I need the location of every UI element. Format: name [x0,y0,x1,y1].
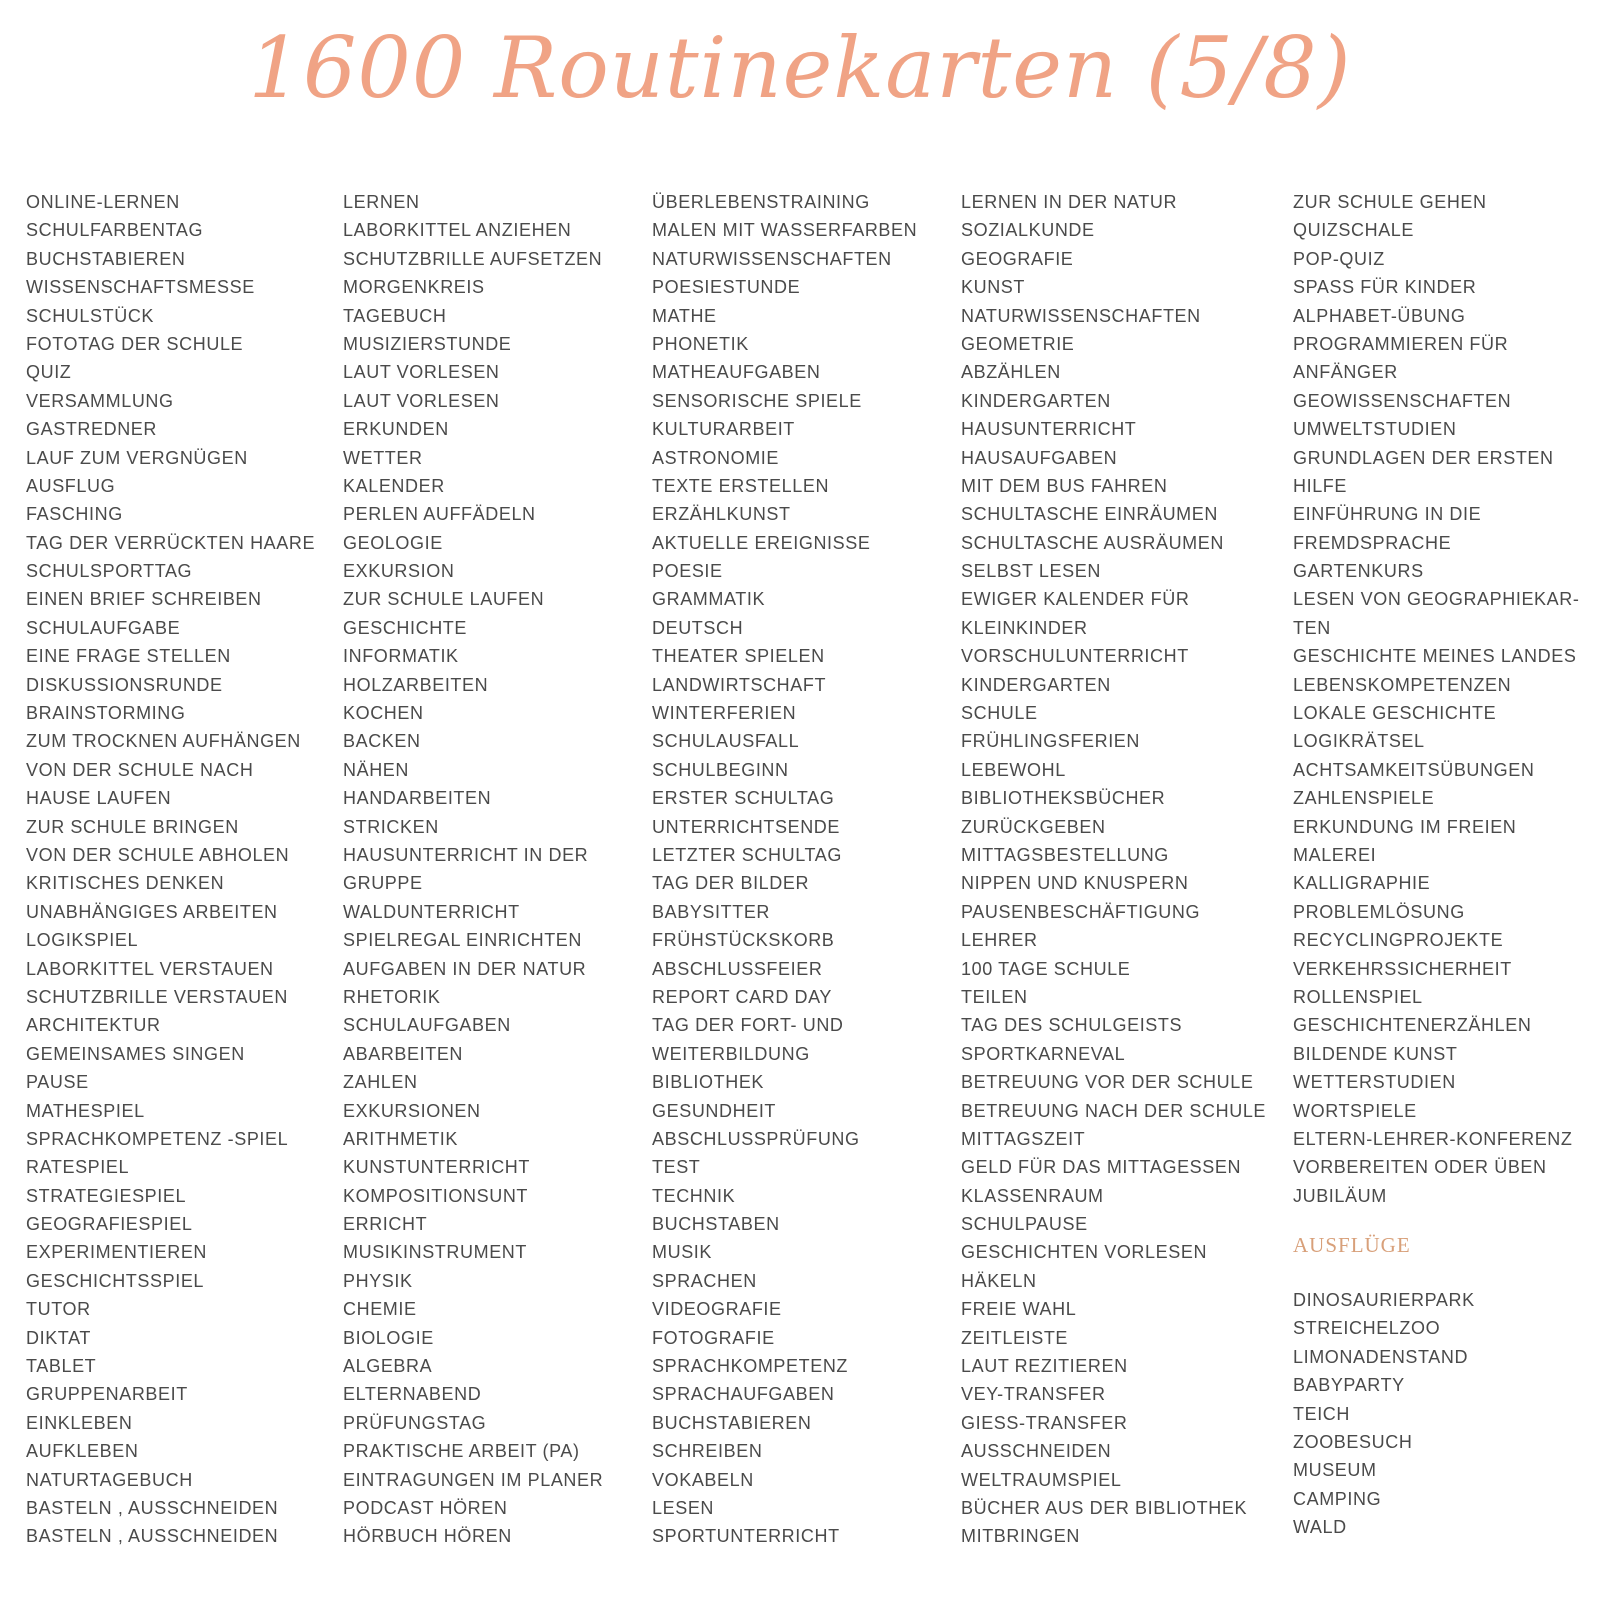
list-item: POESIESTUNDE [652,277,801,298]
list-item: ZUM TROCKNEN AUFHÄNGEN [26,731,301,752]
list-item: BABYSITTER [652,901,771,922]
list-item: FREIE WAHL [961,1299,1077,1320]
list-item: WETTERSTUDIEN [1293,1072,1456,1093]
list-item: NATURWISSENSCHAFTEN [961,305,1201,326]
list-item: KALLIGRAPHIE [1293,873,1431,894]
list-item: VIDEOGRAFIE [652,1299,782,1320]
list-item: KALENDER [343,475,445,496]
list-item: TEN [1293,617,1331,638]
list-item: KRITISCHES DENKEN [26,873,225,894]
list-item: GESCHICHTSSPIEL [26,1270,205,1291]
list-item: TUTOR [26,1299,91,1320]
list-item: FRÜHLINGSFERIEN [961,731,1141,752]
list-item: LEBENSKOMPETENZEN [1293,674,1512,695]
list-item: ELTERN-LEHRER-KONFERENZ [1293,1128,1573,1149]
list-item: UNABHÄNGIGES ARBEITEN [26,901,278,922]
list-item: TEST [652,1157,701,1178]
list-item: GESUNDHEIT [652,1100,777,1121]
list-item: THEATER SPIELEN [652,646,825,667]
list-item: ERKUNDUNG IM FREIEN [1293,816,1517,837]
list-item: EINKLEBEN [26,1412,133,1433]
list-item: TAG DER FORT- UND [652,1015,844,1036]
list-column-2 [343,188,603,1551]
list-item: LOKALE GESCHICHTE [1293,703,1497,724]
list-item: BIBLIOTHEKSBÜCHER [961,788,1166,809]
list-item: ZAHLENSPIELE [1293,788,1435,809]
list-item: BASTELN , AUSSCHNEIDEN [26,1497,279,1518]
list-item: TEILEN [961,986,1028,1007]
list-item: PERLEN AUFFÄDELN [343,504,536,525]
list-item: HAUSUNTERRICHT [961,419,1137,440]
list-item: SPRACHKOMPETENZ [652,1356,849,1377]
list-item: PHYSIK [343,1270,413,1291]
list-item: STRATEGIESPIEL [26,1185,187,1206]
list-item: SCHREIBEN [652,1441,763,1462]
list-item: SPORTUNTERRICHT [652,1526,840,1547]
list-item: KOCHEN [343,703,424,724]
list-item: PROGRAMMIEREN FÜR [1293,333,1509,354]
list-item: BILDENDE KUNST [1293,1043,1458,1064]
list-item: MATHESPIEL [26,1100,145,1121]
list-item: ZUR SCHULE GEHEN [1293,192,1487,212]
list-item: EINE FRAGE STELLEN [26,646,231,667]
list-item: MATHE [652,305,717,326]
list-item: AKTUELLE EREIGNISSE [652,532,871,553]
list-item: DINOSAURIERPARK [1293,1290,1475,1311]
list-item: ACHTSAMKEITSÜBUNGEN [1293,759,1535,780]
list-item: ARCHITEKTUR [26,1015,161,1036]
list-item: SCHULBEGINN [652,759,789,780]
list-item: SCHULTASCHE EINRÄUMEN [961,504,1218,525]
list-item: STRICKEN [343,816,439,837]
list-item: LOGIKRÄTSEL [1293,731,1425,752]
list-item: BUCHSTABEN [652,1214,780,1235]
list-item: MATHEAUFGABEN [652,362,821,383]
list-item: GESCHICHTE MEINES LANDES [1293,646,1577,667]
list-item: FASCHING [26,504,123,525]
list-item: SCHUTZBRILLE AUFSETZEN [343,248,603,269]
list-item: AUSFLUG [26,475,116,496]
list-item: CHEMIE [343,1299,417,1320]
list-item: BUCHSTABIEREN [652,1412,812,1433]
list-item: LAUF ZUM VERGNÜGEN [26,447,248,468]
list-item: SCHULAUFGABE [26,617,181,638]
list-item: MUSIKINSTRUMENT [343,1242,527,1263]
list-item: GASTREDNER [26,419,158,440]
list-item: LERNEN [343,192,420,212]
list-item: GRAMMATIK [652,589,766,610]
list-item: LAUT VORLESEN [343,390,500,411]
list-item: SCHULSPORTTAG [26,561,193,582]
list-item: BÜCHER AUS DER BIBLIOTHEK [961,1497,1248,1518]
list-item: BETREUUNG VOR DER SCHULE [961,1072,1254,1093]
list-item: WISSENSCHAFTSMESSE [26,277,255,298]
list-item: NIPPEN UND KNUSPERN [961,873,1189,894]
list-item: SCHULFARBENTAG [26,220,204,241]
list-item: LESEN VON GEOGRAPHIEKAR- [1293,589,1580,610]
list-item: AUSSCHNEIDEN [961,1441,1112,1462]
list-item: MITTAGSZEIT [961,1128,1086,1149]
list-item: DEUTSCH [652,617,744,638]
list-item: SELBST LESEN [961,561,1101,582]
list-item: KLASSENRAUM [961,1185,1104,1206]
list-item: SCHULAUFGABEN [343,1015,511,1036]
list-item: TAGEBUCH [343,305,447,326]
list-item: ZUR SCHULE LAUFEN [343,589,545,610]
page-title: 1600 Routinekarten (5/8) [248,19,1352,117]
list-item: GRUPPENARBEIT [26,1384,188,1405]
list-item: EXKURSIONEN [343,1100,481,1121]
list-item: LABORKITTEL VERSTAUEN [26,958,274,979]
list-item: PAUSENBESCHÄFTIGUNG [961,901,1201,922]
list-item: LANDWIRTSCHAFT [652,674,827,695]
list-item: SCHULTASCHE AUSRÄUMEN [961,532,1224,553]
list-item: LAUT REZITIEREN [961,1356,1128,1377]
list-item: ZUR SCHULE BRINGEN [26,816,239,837]
list-item: TEICH [1293,1403,1350,1424]
list-item: MUSEUM [1293,1460,1377,1481]
list-item: VON DER SCHULE ABHOLEN [26,844,290,865]
list-column-1 [26,188,315,1551]
list-item: NATURWISSENSCHAFTEN [652,248,892,269]
list-item: ASTRONOMIE [652,447,780,468]
list-item: TAG DER BILDER [652,873,810,894]
list-item: ERKUNDEN [343,419,449,440]
list-item: BUCHSTABIEREN [26,248,186,269]
list-item: ZURÜCKGEBEN [961,816,1106,837]
list-item: PAUSE [26,1072,89,1093]
list-item: QUIZSCHALE [1293,220,1415,241]
list-item: SPRACHEN [652,1270,757,1291]
list-item: SPRACHAUFGABEN [652,1384,835,1405]
list-item: LIMONADENSTAND [1293,1346,1469,1367]
list-item: VOKABELN [652,1469,754,1490]
list-item: SPRACHKOMPETENZ -SPIEL [26,1128,289,1149]
list-item: WINTERFERIEN [652,703,797,724]
list-item: ZEITLEISTE [961,1327,1069,1348]
list-item: ALPHABET-ÜBUNG [1293,305,1466,326]
list-item: HILFE [1293,475,1348,496]
list-item: HAUSUNTERRICHT IN DER [343,844,589,865]
list-item: LEBEWOHL [961,759,1066,780]
list-item: TECHNIK [652,1185,736,1206]
list-item: LESEN [652,1497,715,1518]
list-item: VORBEREITEN ODER ÜBEN [1293,1157,1547,1178]
list-item: WALD [1293,1517,1347,1538]
list-item: BRAINSTORMING [26,703,186,724]
list-item: WORTSPIELE [1293,1100,1417,1121]
list-item: LABORKITTEL ANZIEHEN [343,220,572,241]
list-item: KUNST [961,277,1026,298]
list-item: EINFÜHRUNG IN DIE [1293,504,1482,525]
list-item: WALDUNTERRICHT [343,901,520,922]
list-item: SPORTKARNEVAL [961,1043,1126,1064]
list-item: KOMPOSITIONSUNT [343,1185,529,1206]
list-item: VERSAMMLUNG [26,390,174,411]
list-item: GELD FÜR DAS MITTAGESSEN [961,1157,1242,1178]
list-item: FREMDSPRACHE [1293,532,1452,553]
list-item: SPIELREGAL EINRICHTEN [343,930,582,951]
list-item: KLEINKINDER [961,617,1088,638]
list-item: POESIE [652,561,723,582]
list-item: LERNEN IN DER NATUR [961,192,1178,212]
list-item: SENSORISCHE SPIELE [652,390,862,411]
list-item: GEOGRAFIE [961,248,1074,269]
list-item: WELTRAUMSPIEL [961,1469,1122,1490]
list-item: TAG DER VERRÜCKTEN HAARE [26,532,316,553]
list-item: TAG DES SCHULGEISTS [961,1015,1183,1036]
list-item: BACKEN [343,731,421,752]
list-item: ABARBEITEN [343,1043,464,1064]
list-item: ABSCHLUSSFEIER [652,958,823,979]
list-item: SCHUTZBRILLE VERSTAUEN [26,986,288,1007]
list-item: GESCHICHTEN VORLESEN [961,1242,1208,1263]
list-item: MALEN MIT WASSERFARBEN [652,220,918,241]
list-item: ERRICHT [343,1214,428,1235]
list-item: CAMPING [1293,1488,1382,1509]
list-item: LAUT VORLESEN [343,362,500,383]
list-item: EINEN BRIEF SCHREIBEN [26,589,262,610]
list-item: QUIZ [26,362,72,383]
list-item: DISKUSSIONSRUNDE [26,674,223,695]
list-item: FOTOGRAFIE [652,1327,775,1348]
list-item: MALEREI [1293,844,1377,865]
list-item: INFORMATIK [343,646,459,667]
list-item: HOLZARBEITEN [343,674,489,695]
list-item: NATURTAGEBUCH [26,1469,193,1490]
list-item: JUBILÄUM [1293,1185,1387,1206]
list-item: BABYPARTY [1293,1375,1405,1396]
list-item: SOZIALKUNDE [961,220,1095,241]
list-item: SCHULSTÜCK [26,305,155,326]
list-column-3 [652,188,917,1551]
list-item: NÄHEN [343,759,410,780]
list-item: ÜBERLEBENSTRAINING [652,192,870,212]
list-item: GEOWISSENSCHAFTEN [1293,390,1512,411]
list-item: PHONETIK [652,333,749,354]
list-item: MUSIZIERSTUNDE [343,333,512,354]
list-item: ANFÄNGER [1293,362,1398,383]
list-item: ROLLENSPIEL [1293,986,1423,1007]
list-item: KINDERGARTEN [961,390,1111,411]
list-item: ERZÄHLKUNST [652,504,791,525]
list-item: VORSCHULUNTERRICHT [961,646,1189,667]
list-item: LOGIKSPIEL [26,930,139,951]
list-column-4 [961,188,1266,1551]
list-item: GESCHICHTE [343,617,468,638]
list-item: MORGENKREIS [343,277,485,298]
list-item: EWIGER KALENDER FÜR [961,589,1190,610]
list-column-5 [1293,188,1579,1542]
list-item: TEXTE ERSTELLEN [652,475,830,496]
list-item: GEOLOGIE [343,532,443,553]
list-item: ZOOBESUCH [1293,1432,1413,1453]
list-item: VERKEHRSSICHERHEIT [1293,958,1512,979]
list-item: VON DER SCHULE NACH [26,759,254,780]
list-item: MITTAGSBESTELLUNG [961,844,1169,865]
list-item: AUFGABEN IN DER NATUR [343,958,587,979]
list-item: HANDARBEITEN [343,788,492,809]
list-item: ABZÄHLEN [961,362,1061,383]
list-item: FRÜHSTÜCKSKORB [652,930,835,951]
list-item: SCHULPAUSE [961,1214,1088,1235]
list-item: BIOLOGIE [343,1327,434,1348]
list-item: KINDERGARTEN [961,674,1111,695]
list-item: 100 TAGE SCHULE [961,958,1131,979]
list-item: ELTERNABEND [343,1384,482,1405]
list-item: WETTER [343,447,423,468]
list-item: PROBLEMLÖSUNG [1293,901,1465,922]
list-item: ABSCHLUSSPRÜFUNG [652,1128,860,1149]
list-item: MIT DEM BUS FAHREN [961,475,1168,496]
list-item: ERSTER SCHULTAG [652,788,835,809]
list-item: ONLINE-LERNEN [26,192,180,212]
list-item: PRÜFUNGSTAG [343,1412,487,1433]
list-item: UMWELTSTUDIEN [1293,419,1457,440]
list-item: DIKTAT [26,1327,91,1348]
list-item: UNTERRICHTSENDE [652,816,841,837]
list-item: GRUPPE [343,873,423,894]
list-item: TABLET [26,1356,97,1377]
list-item: AUFKLEBEN [26,1441,139,1462]
list-item: HAUSE LAUFEN [26,788,172,809]
list-item: SPASS FÜR KINDER [1293,277,1477,298]
list-item: SCHULE [961,703,1038,724]
list-item: ARITHMETIK [343,1128,459,1149]
list-item: LETZTER SCHULTAG [652,844,842,865]
list-item: EXPERIMENTIEREN [26,1242,208,1263]
list-item: FOTOTAG DER SCHULE [26,333,244,354]
section-heading-ausfluege: AUSFLÜGE [1293,1233,1411,1258]
list-item: PRAKTISCHE ARBEIT (PA) [343,1441,580,1462]
list-item: GIESS-TRANSFER [961,1412,1128,1433]
list-item: GEOGRAFIESPIEL [26,1214,193,1235]
list-item: ZAHLEN [343,1072,418,1093]
list-item: ALGEBRA [343,1356,433,1377]
list-item: PODCAST HÖREN [343,1497,508,1518]
list-item: HAUSAUFGABEN [961,447,1118,468]
list-item: GARTENKURS [1293,561,1424,582]
list-item: MITBRINGEN [961,1526,1081,1547]
list-item: SCHULAUSFALL [652,731,800,752]
list-item: BASTELN , AUSSCHNEIDEN [26,1526,279,1547]
list-item: REPORT CARD DAY [652,986,833,1007]
list-item: BIBLIOTHEK [652,1072,765,1093]
list-item: MUSIK [652,1242,713,1263]
list-item: STREICHELZOO [1293,1318,1441,1339]
list-item: RECYCLINGPROJEKTE [1293,930,1504,951]
list-item: RHETORIK [343,986,441,1007]
list-item: VEY-TRANSFER [961,1384,1106,1405]
list-item: GRUNDLAGEN DER ERSTEN [1293,447,1554,468]
list-item: HÄKELN [961,1270,1037,1291]
list-item: WEITERBILDUNG [652,1043,810,1064]
list-item: GESCHICHTENERZÄHLEN [1293,1015,1532,1036]
list-item: GEMEINSAMES SINGEN [26,1043,245,1064]
list-item: BETREUUNG NACH DER SCHULE [961,1100,1267,1121]
list-item: HÖRBUCH HÖREN [343,1526,512,1547]
list-item: LEHRER [961,930,1038,951]
list-item: KUNSTUNTERRICHT [343,1157,530,1178]
list-item: GEOMETRIE [961,333,1075,354]
list-item: KULTURARBEIT [652,419,795,440]
list-item: EXKURSION [343,561,455,582]
list-item: POP-QUIZ [1293,248,1385,269]
list-item: RATESPIEL [26,1157,130,1178]
list-item: EINTRAGUNGEN IM PLANER [343,1469,604,1490]
